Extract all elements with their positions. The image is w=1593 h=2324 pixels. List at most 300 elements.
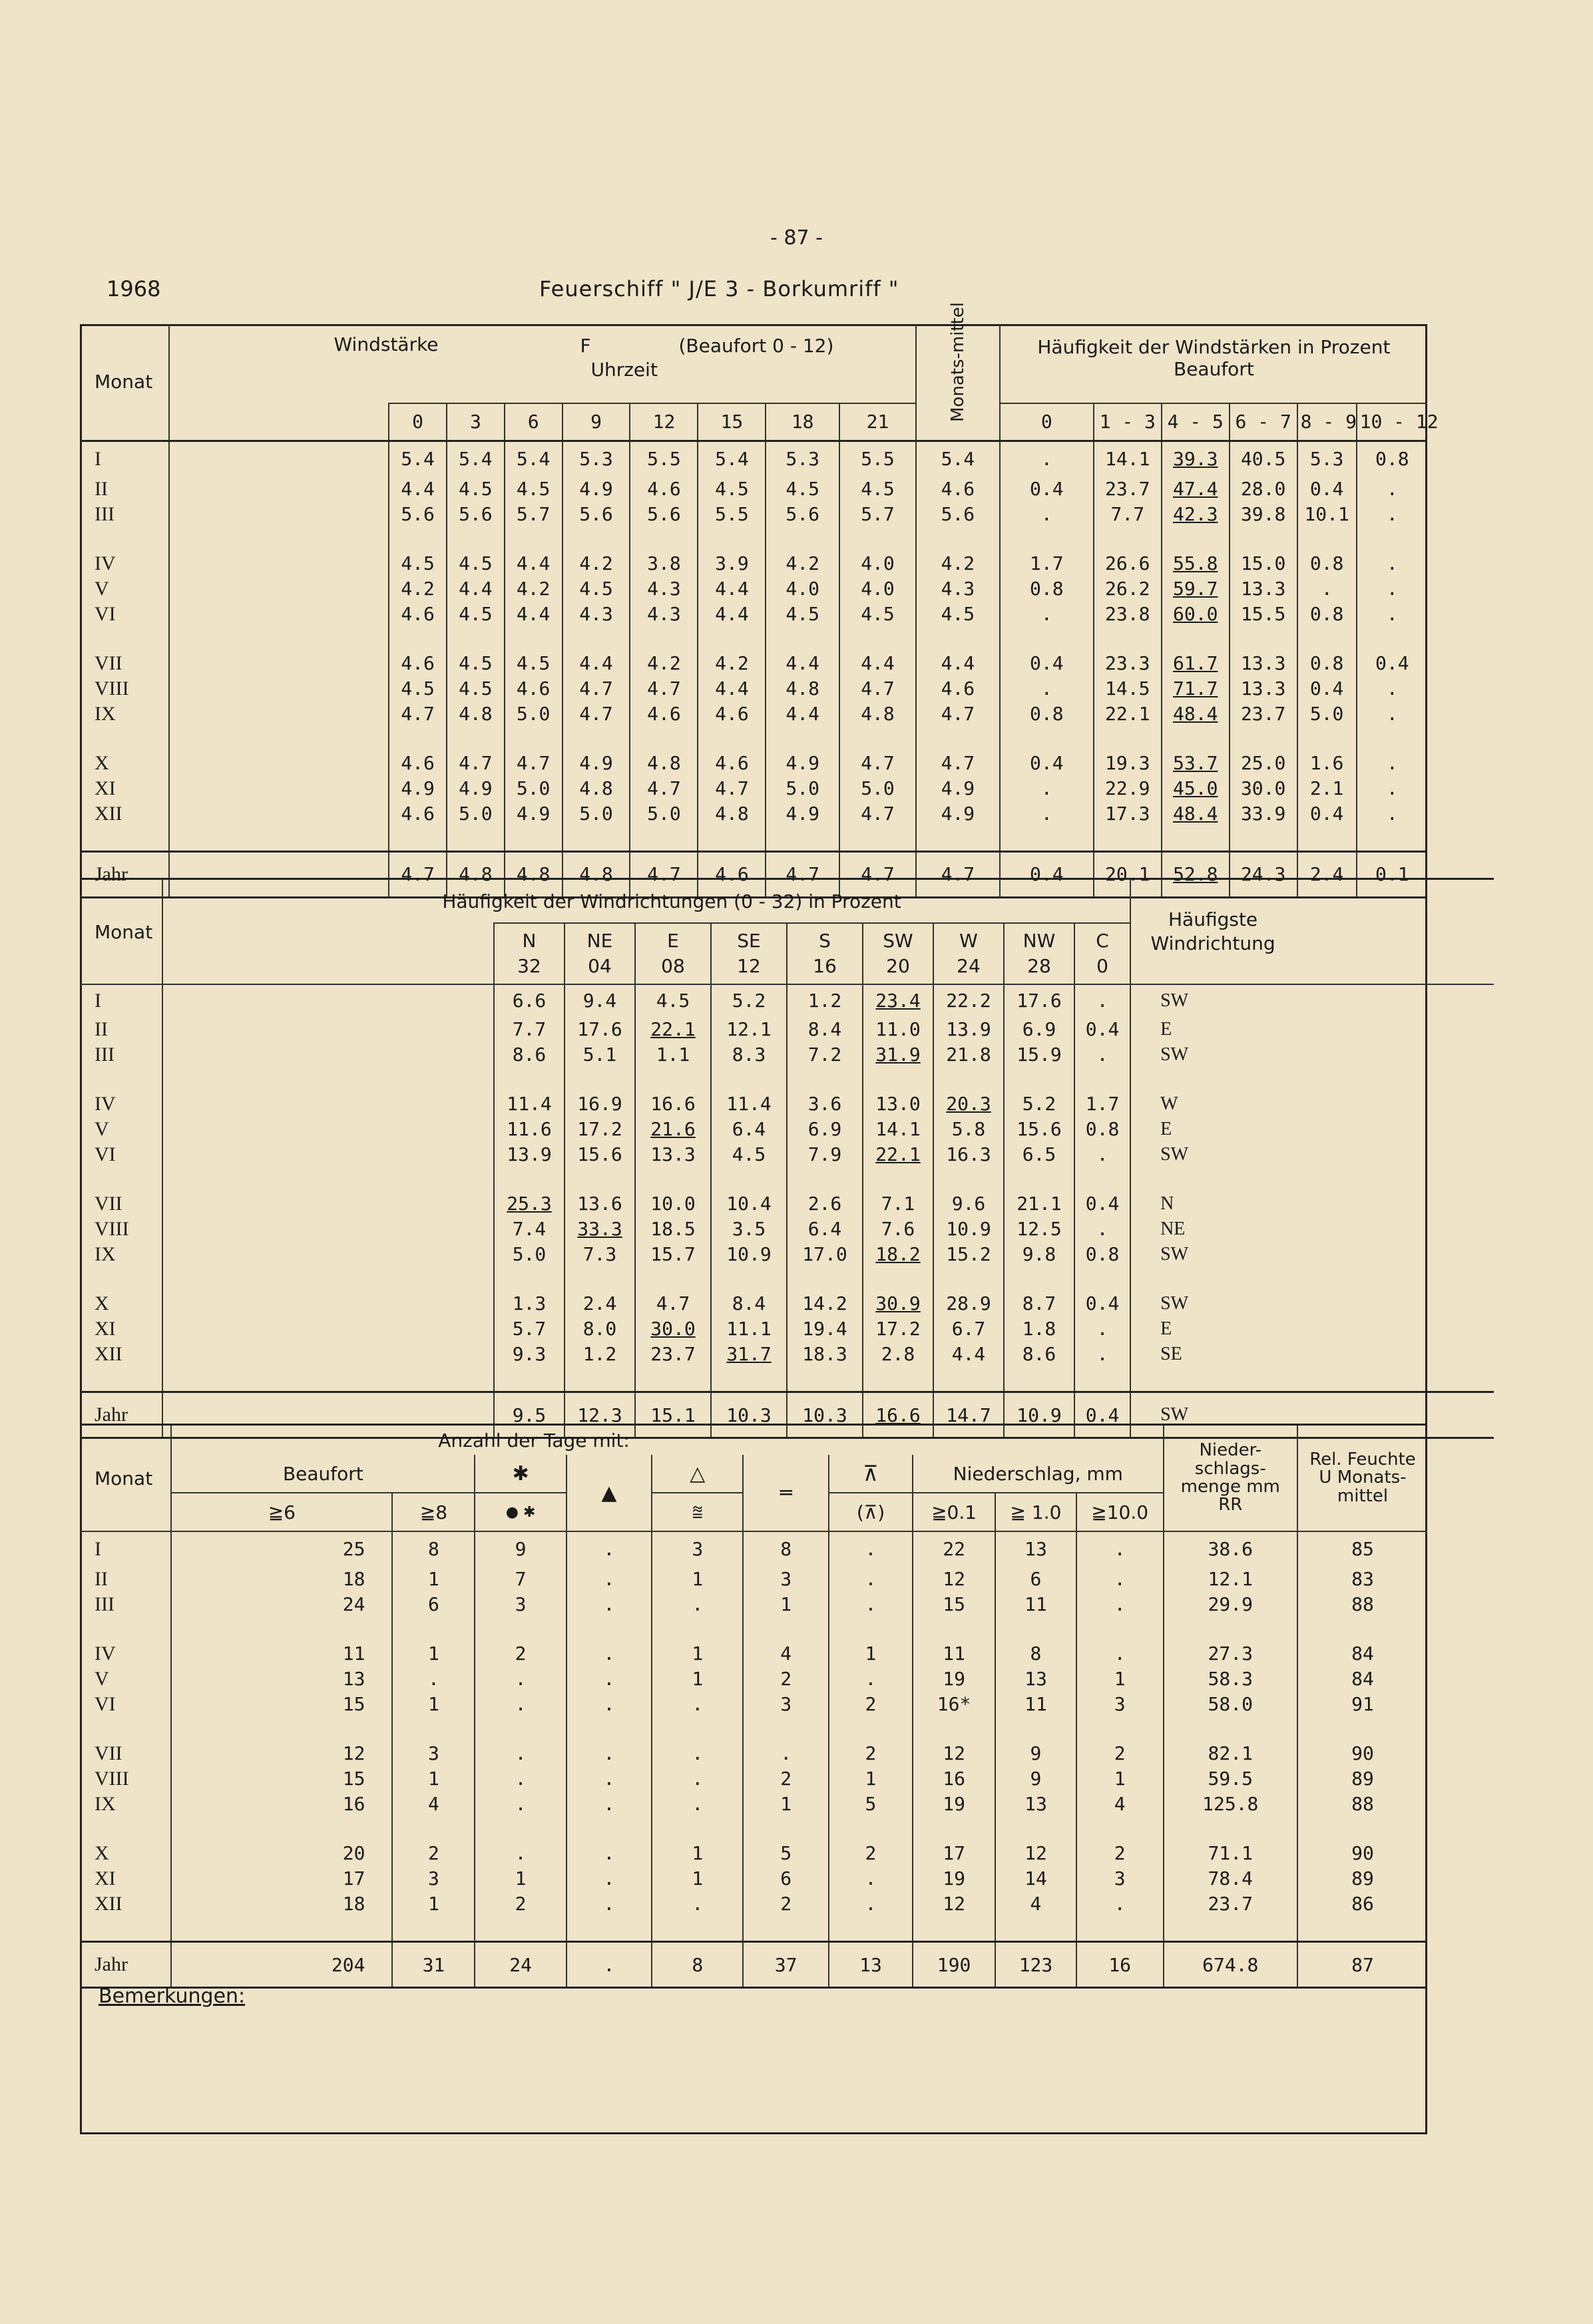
hourly-value: 4.5 bbox=[447, 676, 505, 701]
spacer bbox=[169, 602, 389, 627]
prevailing-direction: E bbox=[1130, 1316, 1494, 1342]
month-row bbox=[80, 1841, 1427, 1866]
month-label: XI bbox=[80, 776, 169, 801]
spacer bbox=[162, 1316, 494, 1342]
day-count: 12 bbox=[995, 1841, 1076, 1866]
day-count: 3 bbox=[392, 1741, 475, 1766]
month-label: VII bbox=[80, 651, 169, 676]
hourly-value: 4.8 bbox=[698, 801, 766, 827]
frequency-value: 15.5 bbox=[1230, 602, 1297, 627]
month-label: Jahr bbox=[80, 1942, 171, 1988]
direction-value: 7.1 bbox=[863, 1191, 933, 1217]
day-count: . bbox=[567, 1766, 652, 1792]
direction-value: 13.3 bbox=[635, 1142, 711, 1167]
day-count: 11 bbox=[995, 1692, 1076, 1717]
prevailing-direction: SW bbox=[1130, 984, 1494, 1017]
month-row bbox=[80, 1666, 1427, 1692]
rel-humidity: 88 bbox=[1297, 1592, 1427, 1617]
days-title: Anzahl der Tage mit: bbox=[171, 1425, 1163, 1455]
direction-value: 30.0 bbox=[635, 1316, 711, 1342]
monatsmittel-header: Monats-mittel bbox=[916, 324, 1000, 441]
direction-value: 8.6 bbox=[1004, 1342, 1074, 1367]
day-count: . bbox=[567, 1891, 652, 1917]
hourly-value: 4.5 bbox=[505, 477, 563, 502]
direction-value: 14.7 bbox=[933, 1392, 1004, 1438]
frequency-value: 59.7 bbox=[1162, 576, 1230, 602]
hourly-value: 4.9 bbox=[563, 751, 630, 776]
frequency-value: 48.4 bbox=[1162, 801, 1230, 827]
hourly-value: 5.0 bbox=[839, 776, 916, 801]
frequency-value: 23.7 bbox=[1230, 701, 1297, 727]
monthly-mean: 4.7 bbox=[916, 851, 1000, 897]
direction-value: 6.9 bbox=[787, 1117, 863, 1142]
direction-value: 5.7 bbox=[494, 1316, 565, 1342]
month-label: III bbox=[80, 1042, 162, 1067]
hourly-value: 4.9 bbox=[766, 801, 839, 827]
frequency-value: 0.4 bbox=[1000, 651, 1094, 676]
direction-value: 17.6 bbox=[1004, 984, 1074, 1017]
hourly-value: 4.0 bbox=[839, 551, 916, 576]
hourly-value: 5.0 bbox=[447, 801, 505, 827]
day-count: 204 bbox=[171, 1942, 392, 1988]
month-label: VIII bbox=[80, 1766, 171, 1792]
month-row bbox=[80, 1117, 1494, 1142]
frequency-value: 22.9 bbox=[1094, 776, 1162, 801]
hourly-value: 5.6 bbox=[630, 502, 698, 527]
direction-header-s bbox=[787, 923, 863, 984]
day-count: 13 bbox=[995, 1666, 1076, 1692]
spacer bbox=[169, 477, 389, 502]
month-label: IX bbox=[80, 1242, 162, 1267]
day-count: 1 bbox=[829, 1641, 913, 1666]
month-label: XI bbox=[80, 1316, 162, 1342]
monat-header-3: Monat bbox=[80, 1425, 171, 1532]
spacer bbox=[162, 1191, 494, 1217]
prevailing-direction: W bbox=[1130, 1091, 1494, 1117]
frequency-value: . bbox=[1357, 576, 1427, 602]
hourly-value: 4.9 bbox=[563, 477, 630, 502]
hourly-value: 5.0 bbox=[505, 776, 563, 801]
day-count: . bbox=[567, 1592, 652, 1617]
direction-value: 6.5 bbox=[1004, 1142, 1074, 1167]
direction-value: 19.4 bbox=[787, 1316, 863, 1342]
hourly-value: 3.9 bbox=[698, 551, 766, 576]
day-count: 1 bbox=[652, 1567, 743, 1592]
day-count: 2 bbox=[392, 1841, 475, 1866]
frequency-value: 0.4 bbox=[1000, 851, 1094, 897]
day-count: . bbox=[475, 1792, 566, 1817]
month-row bbox=[80, 651, 1427, 676]
direction-value: 1.2 bbox=[787, 984, 863, 1017]
hourly-value: 4.7 bbox=[630, 776, 698, 801]
hourly-value: 4.7 bbox=[389, 701, 447, 727]
day-count: . bbox=[567, 1641, 652, 1666]
hourly-value: 4.9 bbox=[389, 776, 447, 801]
hourly-value: 4.7 bbox=[389, 851, 447, 897]
day-count: 15 bbox=[171, 1766, 392, 1792]
direction-value: 15.6 bbox=[565, 1142, 635, 1167]
day-count: 25 bbox=[171, 1531, 392, 1567]
hourly-value: 4.7 bbox=[505, 751, 563, 776]
wind-force-table bbox=[80, 301, 1439, 898]
rel-humidity: 86 bbox=[1297, 1891, 1427, 1917]
day-count: . bbox=[652, 1766, 743, 1792]
direction-value: 14.1 bbox=[863, 1117, 933, 1142]
hour-header-12: 12 bbox=[630, 403, 698, 441]
direction-value: 31.9 bbox=[863, 1042, 933, 1067]
hourly-value: 4.6 bbox=[698, 701, 766, 727]
day-count: 2 bbox=[743, 1666, 828, 1692]
precip-amount: 59.5 bbox=[1164, 1766, 1298, 1792]
day-count: 15 bbox=[171, 1692, 392, 1717]
spacer bbox=[169, 676, 389, 701]
frequency-value: 42.3 bbox=[1162, 502, 1230, 527]
direction-value: 15.7 bbox=[635, 1242, 711, 1267]
direction-value: 22.2 bbox=[933, 984, 1004, 1017]
hourly-value: 4.8 bbox=[447, 851, 505, 897]
day-count: 1 bbox=[652, 1841, 743, 1866]
direction-value: 4.5 bbox=[635, 984, 711, 1017]
day-count: 12 bbox=[913, 1891, 995, 1917]
direction-value: 6.4 bbox=[711, 1117, 787, 1142]
hourly-value: 5.4 bbox=[389, 441, 447, 477]
rel-humidity: 91 bbox=[1297, 1692, 1427, 1717]
hourly-value: 4.9 bbox=[447, 776, 505, 801]
day-count: . bbox=[475, 1741, 566, 1766]
hourly-value: 5.4 bbox=[505, 441, 563, 477]
frequency-value: 61.7 bbox=[1162, 651, 1230, 676]
hourly-value: 4.5 bbox=[698, 477, 766, 502]
day-count: . bbox=[567, 1531, 652, 1567]
month-row bbox=[80, 801, 1427, 827]
spacer bbox=[162, 1117, 494, 1142]
direction-value: 10.0 bbox=[635, 1191, 711, 1217]
snow-rain-icon: ● ✱ bbox=[475, 1493, 566, 1531]
direction-value: 22.1 bbox=[863, 1142, 933, 1167]
direction-value: 1.3 bbox=[494, 1291, 565, 1316]
hourly-value: 5.7 bbox=[839, 502, 916, 527]
month-label: IX bbox=[80, 1792, 171, 1817]
day-count: 19 bbox=[913, 1792, 995, 1817]
direction-value: 18.2 bbox=[863, 1242, 933, 1267]
rel-humidity: 83 bbox=[1297, 1567, 1427, 1592]
hourly-value: 4.2 bbox=[698, 651, 766, 676]
direction-value: 5.8 bbox=[933, 1117, 1004, 1142]
direction-degrees: 28 bbox=[1027, 955, 1051, 978]
day-count: . bbox=[829, 1866, 913, 1891]
prevailing-direction: SW bbox=[1130, 1242, 1494, 1267]
direction-value: 4.4 bbox=[933, 1342, 1004, 1367]
direction-code: SE bbox=[737, 930, 761, 952]
day-count: . bbox=[475, 1692, 566, 1717]
prevailing-direction: NE bbox=[1130, 1217, 1494, 1242]
direction-value: 16.6 bbox=[863, 1392, 933, 1438]
hourly-value: 4.5 bbox=[839, 477, 916, 502]
direction-value: 9.6 bbox=[933, 1191, 1004, 1217]
beaufort-label: Beaufort bbox=[1173, 358, 1254, 380]
month-row bbox=[80, 1866, 1427, 1891]
month-row bbox=[80, 676, 1427, 701]
hourly-value: 4.5 bbox=[766, 602, 839, 627]
direction-value: 13.0 bbox=[863, 1091, 933, 1117]
hourly-value: 4.4 bbox=[447, 576, 505, 602]
hourly-value: 4.7 bbox=[563, 701, 630, 727]
prevailing-direction: N bbox=[1130, 1191, 1494, 1217]
wind-force-header bbox=[169, 324, 916, 403]
precip-amount: 71.1 bbox=[1164, 1841, 1298, 1866]
frequency-value: . bbox=[1357, 676, 1427, 701]
spacer bbox=[169, 441, 389, 477]
direction-value: 1.2 bbox=[565, 1342, 635, 1367]
direction-degrees: 0 bbox=[1096, 955, 1108, 978]
frequency-value: 24.3 bbox=[1230, 851, 1297, 897]
beaufort-ge6-header: ≧6 bbox=[171, 1493, 392, 1531]
day-count: 6 bbox=[743, 1866, 828, 1891]
direction-value: 7.4 bbox=[494, 1217, 565, 1242]
direction-value: 5.2 bbox=[711, 984, 787, 1017]
monthly-mean: 4.9 bbox=[916, 801, 1000, 827]
hourly-value: 4.7 bbox=[563, 676, 630, 701]
hourly-value: 4.8 bbox=[563, 776, 630, 801]
day-count: . bbox=[567, 1841, 652, 1866]
wind-direction-table bbox=[80, 878, 1494, 1439]
hourly-value: 4.8 bbox=[505, 851, 563, 897]
hourly-value: 4.2 bbox=[766, 551, 839, 576]
month-row bbox=[80, 1191, 1494, 1217]
haeufigste-header: Häufigste Windrichtung bbox=[1130, 879, 1494, 985]
day-count: 12 bbox=[171, 1741, 392, 1766]
month-row bbox=[80, 984, 1494, 1017]
day-count: 8 bbox=[995, 1641, 1076, 1666]
day-count: 2 bbox=[743, 1891, 828, 1917]
day-count: 3 bbox=[743, 1692, 828, 1717]
hourly-value: 3.8 bbox=[630, 551, 698, 576]
frequency-value: 30.0 bbox=[1230, 776, 1297, 801]
direction-value: 11.4 bbox=[494, 1091, 565, 1117]
direction-value: . bbox=[1074, 1342, 1130, 1367]
spacer bbox=[162, 984, 494, 1017]
month-row bbox=[80, 551, 1427, 576]
hourly-value: 5.0 bbox=[563, 801, 630, 827]
direction-degrees: 20 bbox=[886, 955, 910, 978]
hourly-value: 5.0 bbox=[766, 776, 839, 801]
hourly-value: 4.6 bbox=[505, 676, 563, 701]
precip-ge10-header: ≧10.0 bbox=[1076, 1493, 1164, 1531]
direction-degrees: 12 bbox=[737, 955, 761, 978]
day-count: . bbox=[743, 1741, 828, 1766]
frequency-value: 5.0 bbox=[1297, 701, 1357, 727]
day-count: . bbox=[652, 1692, 743, 1717]
prevailing-direction: E bbox=[1130, 1117, 1494, 1142]
day-count: 5 bbox=[743, 1841, 828, 1866]
month-label: IV bbox=[80, 1091, 162, 1117]
frequency-value: 13.3 bbox=[1230, 576, 1297, 602]
spacer bbox=[162, 1017, 494, 1042]
hourly-value: 4.5 bbox=[389, 676, 447, 701]
spacer bbox=[169, 801, 389, 827]
direction-header-w bbox=[933, 923, 1004, 984]
direction-value: 23.7 bbox=[635, 1342, 711, 1367]
monthly-mean: 4.7 bbox=[916, 751, 1000, 776]
spacer bbox=[169, 576, 389, 602]
month-label: VI bbox=[80, 1142, 162, 1167]
direction-value: 15.2 bbox=[933, 1242, 1004, 1267]
month-label: XII bbox=[80, 1342, 162, 1367]
day-count: 1 bbox=[743, 1792, 828, 1817]
direction-value: 13.6 bbox=[565, 1191, 635, 1217]
hour-header-0: 0 bbox=[389, 403, 447, 441]
direction-value: 10.4 bbox=[711, 1191, 787, 1217]
month-row bbox=[80, 701, 1427, 727]
rel-humidity: 90 bbox=[1297, 1741, 1427, 1766]
direction-value: 4.5 bbox=[711, 1142, 787, 1167]
direction-value: . bbox=[1074, 984, 1130, 1017]
niederschlag-header: Niederschlag, mm bbox=[913, 1455, 1163, 1493]
direction-value: 3.5 bbox=[711, 1217, 787, 1242]
day-count: 19 bbox=[913, 1866, 995, 1891]
direction-value: 16.3 bbox=[933, 1142, 1004, 1167]
month-label: III bbox=[80, 502, 169, 527]
hourly-value: 5.6 bbox=[766, 502, 839, 527]
day-count: 9 bbox=[995, 1766, 1076, 1792]
hourly-value: 4.7 bbox=[630, 851, 698, 897]
day-count: 16* bbox=[913, 1692, 995, 1717]
day-count: 2 bbox=[829, 1692, 913, 1717]
frequency-value: 13.3 bbox=[1230, 676, 1297, 701]
hourly-value: 4.5 bbox=[447, 551, 505, 576]
month-row bbox=[80, 1342, 1494, 1367]
frequency-value: 1.7 bbox=[1000, 551, 1094, 576]
frequency-value: . bbox=[1000, 776, 1094, 801]
day-count: 1 bbox=[392, 1766, 475, 1792]
day-count: 6 bbox=[995, 1567, 1076, 1592]
hourly-value: 5.0 bbox=[505, 701, 563, 727]
day-count: 2 bbox=[475, 1641, 566, 1666]
spacer bbox=[162, 1291, 494, 1316]
hour-header-18: 18 bbox=[766, 403, 839, 441]
direction-value: . bbox=[1074, 1217, 1130, 1242]
month-label: VII bbox=[80, 1741, 171, 1766]
day-count: 24 bbox=[171, 1592, 392, 1617]
month-label: X bbox=[80, 751, 169, 776]
year-label: 1968 bbox=[107, 276, 161, 301]
day-count: 1 bbox=[743, 1592, 828, 1617]
direction-value: 15.6 bbox=[1004, 1117, 1074, 1142]
hourly-value: 5.6 bbox=[563, 502, 630, 527]
frequency-value: 23.7 bbox=[1094, 477, 1162, 502]
direction-header-sw bbox=[863, 923, 933, 984]
direction-value: 7.2 bbox=[787, 1042, 863, 1067]
direction-value: 15.1 bbox=[635, 1392, 711, 1438]
day-count: 13 bbox=[171, 1666, 392, 1692]
monthly-mean: 4.2 bbox=[916, 551, 1000, 576]
direction-code: NE bbox=[586, 930, 613, 952]
hourly-value: 4.5 bbox=[766, 477, 839, 502]
frequency-value: 15.0 bbox=[1230, 551, 1297, 576]
direction-value: 17.2 bbox=[565, 1117, 635, 1142]
month-label: IV bbox=[80, 1641, 171, 1666]
hourly-value: 4.5 bbox=[447, 477, 505, 502]
day-count: . bbox=[652, 1891, 743, 1917]
day-count: . bbox=[567, 1866, 652, 1891]
precip-amount: 82.1 bbox=[1164, 1741, 1298, 1766]
monthly-mean: 4.3 bbox=[916, 576, 1000, 602]
day-count: 2 bbox=[1076, 1741, 1164, 1766]
direction-value: 6.4 bbox=[787, 1217, 863, 1242]
direction-value: 6.9 bbox=[1004, 1017, 1074, 1042]
hourly-value: 4.2 bbox=[389, 576, 447, 602]
direction-value: 18.5 bbox=[635, 1217, 711, 1242]
day-count: 4 bbox=[995, 1891, 1076, 1917]
direction-degrees: 08 bbox=[661, 955, 685, 978]
day-count: 1 bbox=[829, 1766, 913, 1792]
direction-value: 5.1 bbox=[565, 1042, 635, 1067]
direction-value: 25.3 bbox=[494, 1191, 565, 1217]
month-row bbox=[80, 477, 1427, 502]
direction-value: 8.6 bbox=[494, 1042, 565, 1067]
direction-code: E bbox=[667, 930, 679, 952]
windstaerke-label: Windstärke bbox=[334, 333, 439, 355]
hourly-value: 4.7 bbox=[839, 751, 916, 776]
direction-value: 11.1 bbox=[711, 1316, 787, 1342]
month-label: I bbox=[80, 1531, 171, 1567]
day-count: 4 bbox=[1076, 1792, 1164, 1817]
day-count: . bbox=[1076, 1641, 1164, 1666]
frequency-value: . bbox=[1357, 551, 1427, 576]
hourly-value: 4.6 bbox=[389, 651, 447, 676]
hourly-value: 5.5 bbox=[630, 441, 698, 477]
month-label: III bbox=[80, 1592, 171, 1617]
direction-value: 33.3 bbox=[565, 1217, 635, 1242]
hourly-value: 4.6 bbox=[698, 751, 766, 776]
day-count: 37 bbox=[743, 1942, 828, 1988]
day-count: . bbox=[829, 1531, 913, 1567]
direction-header-se bbox=[711, 923, 787, 984]
direction-value: 21.8 bbox=[933, 1042, 1004, 1067]
month-label: VI bbox=[80, 602, 169, 627]
hourly-value: 4.4 bbox=[698, 676, 766, 701]
day-count: . bbox=[392, 1666, 475, 1692]
direction-value: 31.7 bbox=[711, 1342, 787, 1367]
direction-value: 9.3 bbox=[494, 1342, 565, 1367]
direction-value: 0.4 bbox=[1074, 1392, 1130, 1438]
monthly-mean: 4.6 bbox=[916, 676, 1000, 701]
hourly-value: 4.7 bbox=[839, 801, 916, 827]
monthly-mean: 4.5 bbox=[916, 602, 1000, 627]
direction-value: 2.8 bbox=[863, 1342, 933, 1367]
precip-amount: 674.8 bbox=[1164, 1942, 1298, 1988]
day-count: . bbox=[567, 1741, 652, 1766]
day-count: 7 bbox=[475, 1567, 566, 1592]
direction-value: 10.3 bbox=[787, 1392, 863, 1438]
frequency-value: 45.0 bbox=[1162, 776, 1230, 801]
day-count: 16 bbox=[171, 1792, 392, 1817]
day-count: . bbox=[1076, 1592, 1164, 1617]
hour-header-3: 3 bbox=[447, 403, 505, 441]
hourly-value: 4.7 bbox=[630, 676, 698, 701]
spacer bbox=[162, 1242, 494, 1267]
hourly-value: 4.9 bbox=[505, 801, 563, 827]
direction-value: . bbox=[1074, 1316, 1130, 1342]
direction-value: 10.9 bbox=[1004, 1392, 1074, 1438]
frequency-value: 0.4 bbox=[1297, 801, 1357, 827]
direction-value: 7.7 bbox=[494, 1017, 565, 1042]
precip-amount: 23.7 bbox=[1164, 1891, 1298, 1917]
day-count: 1 bbox=[652, 1866, 743, 1891]
direction-value: 21.1 bbox=[1004, 1191, 1074, 1217]
month-label: VII bbox=[80, 1191, 162, 1217]
direction-value: 22.1 bbox=[635, 1017, 711, 1042]
